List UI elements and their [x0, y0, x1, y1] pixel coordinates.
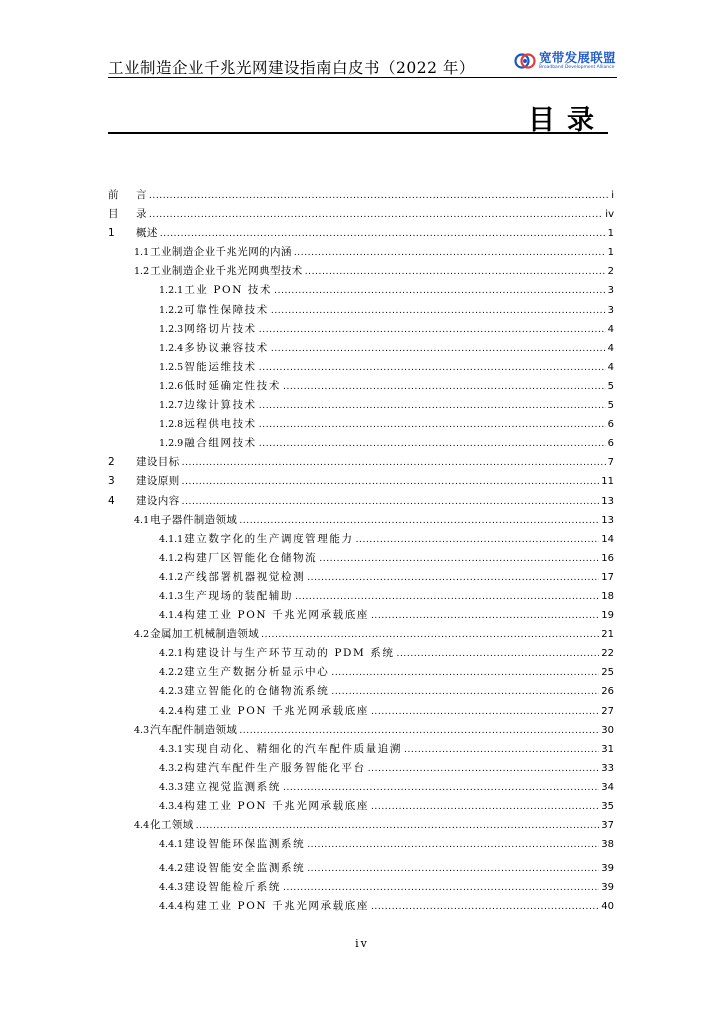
- toc-entry-page: 18: [601, 590, 614, 602]
- toc-entry-label: 低时延确定性技术: [184, 379, 281, 392]
- toc-entry-label: 建立数字化的生产调度管理能力: [184, 532, 354, 545]
- toc-dot-leader: [368, 760, 600, 779]
- toc-entry-label: 建设智能环保监测系统: [184, 838, 306, 851]
- toc-entry-label: 构建汽车配件生产服务智能化平台: [184, 761, 366, 774]
- toc-entry-number: 1.2.6: [159, 380, 184, 392]
- toc-entry-label: 建立视觉监测系统: [184, 780, 281, 793]
- toc-dot-leader: [371, 703, 599, 722]
- title-divider: [108, 132, 608, 134]
- toc-entry-number: 4.1.3: [159, 590, 184, 602]
- toc-entry-label: 构建工业 PON 千兆光网承载底座: [184, 609, 369, 622]
- toc-entry[interactable]: [108, 224, 614, 243]
- toc-entry-number: 前: [108, 189, 119, 201]
- toc-entry-label: 建设目标: [136, 456, 180, 469]
- toc-entry-label: 化工领域: [150, 819, 194, 832]
- toc-entry-label: 智能运维技术: [184, 360, 257, 373]
- toc-dot-leader: [331, 683, 599, 702]
- toc-dot-leader: [259, 435, 606, 454]
- toc-entry-number: 4.3.1: [159, 743, 184, 755]
- toc-entry[interactable]: [108, 530, 614, 549]
- toc-entry-number: 1.2.7: [159, 400, 184, 412]
- toc-dot-leader: [271, 340, 606, 359]
- toc-dot-leader: [239, 722, 599, 741]
- toc-entry-label: 可靠性保障技术: [184, 303, 269, 316]
- toc-entry-label: 构建工业 PON 千兆光网承载底座: [184, 900, 369, 913]
- toc-entry-page: 22: [601, 648, 614, 660]
- toc-entry-page: 26: [601, 686, 614, 698]
- toc-entry-number: 4.1.4: [159, 610, 184, 622]
- toc-dot-leader: [182, 473, 600, 492]
- toc-entry-page: 39: [601, 882, 614, 894]
- toc-entry-label: 远程供电技术: [184, 418, 257, 431]
- toc-entry-number: 4.2.2: [159, 667, 184, 679]
- toc-entry-number: 1.2.9: [159, 438, 184, 450]
- toc-entry-number: 1.2.1: [159, 285, 184, 297]
- toc-entry[interactable]: [108, 511, 614, 530]
- toc-entry[interactable]: [108, 472, 614, 491]
- toc-entry[interactable]: [108, 859, 614, 878]
- toc-entry[interactable]: [108, 587, 614, 606]
- toc-dot-leader: [319, 550, 599, 569]
- toc-entry-page: 6: [607, 419, 614, 431]
- toc-entry-label: 言: [136, 189, 147, 201]
- toc-dot-leader: [295, 588, 599, 607]
- toc-entry-label: 工业制造企业千兆光网典型技术: [150, 265, 303, 278]
- alliance-logo: [513, 50, 616, 72]
- toc-dot-leader: [283, 378, 606, 397]
- logo-subtitle: Broadband Development Alliance: [539, 65, 615, 70]
- toc-entry-page: 38: [601, 839, 614, 851]
- toc-entry-number: 4.1.2: [159, 552, 184, 564]
- toc-dot-leader: [149, 187, 609, 206]
- toc-entry-number: 1.2.8: [159, 419, 184, 431]
- toc-entry[interactable]: [108, 549, 614, 568]
- table-of-contents: [108, 186, 614, 917]
- toc-entry-number: 4.1.1: [159, 533, 184, 545]
- toc-entry-page: 7: [607, 457, 614, 469]
- toc-entry[interactable]: [108, 606, 614, 625]
- toc-entry[interactable]: [108, 682, 614, 701]
- toc-entry-label: 建设智能安全监测系统: [184, 862, 306, 875]
- toc-entry-label: 工业 PON 技术: [184, 284, 273, 297]
- toc-entry[interactable]: [108, 434, 614, 453]
- toc-entry-page: 11: [601, 476, 614, 488]
- toc-dot-leader: [259, 359, 606, 378]
- toc-entry-number: 4.1.2: [159, 571, 184, 583]
- toc-dot-leader: [307, 860, 599, 879]
- toc-entry[interactable]: [108, 878, 614, 897]
- toc-entry[interactable]: [108, 778, 614, 797]
- toc-entry[interactable]: [108, 377, 614, 396]
- running-header-title: 工业制造企业千兆光网建设指南白皮书（2022 年）: [108, 59, 475, 77]
- toc-entry[interactable]: [108, 453, 614, 472]
- toc-entry-number: 4.4.1: [159, 839, 184, 851]
- toc-entry-label: 概述: [136, 227, 158, 240]
- toc-entry-page: 6: [607, 438, 614, 450]
- toc-entry-page: 3: [607, 304, 614, 316]
- toc-entry-number: 4.1: [134, 514, 150, 526]
- toc-entry[interactable]: [108, 415, 614, 434]
- toc-entry-page: 37: [601, 820, 614, 832]
- toc-entry[interactable]: [108, 262, 614, 281]
- toc-entry-number: 1.2.3: [159, 323, 184, 335]
- toc-entry[interactable]: [108, 492, 614, 511]
- toc-dot-leader: [261, 626, 599, 645]
- toc-entry-number: 4.3.3: [159, 781, 184, 793]
- toc-entry-number: 1.2.5: [159, 361, 184, 373]
- toc-entry-page: 19: [601, 610, 614, 622]
- toc-entry-label: 工业制造企业千兆光网的内涵: [150, 246, 292, 259]
- toc-dot-leader: [397, 645, 600, 664]
- toc-entry-label: 边缘计算技术: [184, 399, 257, 412]
- toc-entry[interactable]: [108, 740, 614, 759]
- toc-entry-label: 汽车配件制造领域: [150, 723, 238, 736]
- toc-entry-page: 13: [601, 514, 614, 526]
- toc-entry-page: 34: [601, 781, 614, 793]
- toc-entry[interactable]: [108, 396, 614, 415]
- toc-dot-leader: [283, 779, 599, 798]
- toc-dot-leader: [259, 397, 606, 416]
- toc-entry-label: 建设内容: [136, 494, 180, 507]
- toc-entry-number: 4: [108, 494, 115, 507]
- toc-dot-leader: [331, 664, 599, 683]
- toc-entry-number: 4.3.4: [159, 801, 184, 812]
- page-title: 目录: [528, 105, 606, 136]
- toc-dot-leader: [283, 879, 599, 898]
- logo-name: 宽带发展联盟: [539, 49, 616, 65]
- toc-entry-number: 1.2.4: [159, 342, 184, 354]
- toc-dot-leader: [160, 225, 606, 244]
- toc-entry-page: 4: [607, 342, 614, 354]
- toc-entry-label: 网络切片技术: [184, 322, 257, 335]
- toc-entry-number: 4.3.2: [159, 762, 184, 774]
- toc-entry-page: 39: [601, 863, 614, 875]
- toc-dot-leader: [404, 741, 599, 760]
- toc-entry-page: 4: [607, 323, 614, 335]
- toc-entry-page: 13: [601, 495, 614, 507]
- toc-entry[interactable]: [108, 835, 614, 854]
- toc-entry-label: 融合组网技术: [184, 437, 257, 450]
- toc-dot-leader: [305, 263, 606, 282]
- toc-entry-label: 电子器件制造领域: [150, 513, 238, 526]
- toc-entry[interactable]: [108, 625, 614, 644]
- toc-entry-label: 多协议兼容技术: [184, 341, 269, 354]
- toc-entry-page: 33: [601, 762, 614, 774]
- toc-entry[interactable]: [108, 816, 614, 835]
- toc-entry-page: 1: [607, 247, 614, 259]
- toc-entry-page: i: [611, 190, 614, 201]
- toc-entry-page: 3: [607, 285, 614, 297]
- toc-entry[interactable]: [108, 339, 614, 358]
- toc-dot-leader: [274, 282, 606, 301]
- toc-dot-leader: [149, 206, 603, 225]
- alliance-logo-icon: [513, 50, 537, 72]
- toc-entry[interactable]: [108, 702, 614, 721]
- toc-entry-label: 实现自动化、精细化的汽车配件质量追溯: [184, 742, 402, 755]
- toc-entry-label: 产线部署机器视觉检测: [184, 570, 306, 583]
- toc-entry[interactable]: [108, 897, 614, 916]
- toc-dot-leader: [239, 512, 599, 531]
- toc-entry[interactable]: [108, 644, 614, 663]
- toc-entry-page: 5: [607, 380, 614, 392]
- toc-dot-leader: [371, 607, 599, 626]
- toc-dot-leader: [182, 454, 606, 473]
- toc-dot-leader: [307, 569, 599, 588]
- toc-entry-number: 4.2.4: [159, 705, 184, 717]
- toc-dot-leader: [356, 531, 600, 550]
- toc-entry-page: 35: [601, 801, 614, 812]
- toc-dot-leader: [259, 416, 606, 435]
- toc-entry-page: 27: [601, 705, 614, 717]
- toc-entry-number: 4.2.1: [159, 648, 184, 660]
- toc-dot-leader: [371, 798, 599, 817]
- toc-dot-leader: [371, 898, 599, 917]
- toc-entry-number: 1.2.2: [159, 304, 184, 316]
- toc-entry-label: 录: [136, 208, 147, 221]
- toc-entry-page: 31: [601, 743, 614, 755]
- toc-entry-number: 1.1: [134, 247, 150, 259]
- toc-entry-label: 构建厂区智能化仓储物流: [184, 551, 318, 564]
- toc-entry-label: 建设智能检斤系统: [184, 881, 281, 894]
- toc-entry-number: 4.4.3: [159, 882, 184, 894]
- toc-entry-label: 金属加工机械制造领域: [150, 628, 260, 641]
- toc-entry[interactable]: [108, 358, 614, 377]
- toc-entry[interactable]: [108, 243, 614, 262]
- toc-entry-page: 5: [607, 400, 614, 412]
- toc-entry-number: 1: [108, 227, 115, 240]
- toc-entry-page: 25: [601, 667, 614, 679]
- toc-entry-label: 构建设计与生产环节互动的 PDM 系统: [184, 647, 395, 660]
- toc-entry[interactable]: [108, 663, 614, 682]
- toc-entry-label: 构建工业 PON 千兆光网承载底座: [184, 800, 369, 812]
- toc-entry-number: 4.2.3: [159, 686, 184, 698]
- toc-entry-page: 40: [601, 901, 614, 913]
- toc-entry-number: 3: [108, 475, 115, 488]
- toc-entry-page: 4: [607, 361, 614, 373]
- toc-entry-label: 建立生产数据分析显示中心: [184, 666, 330, 679]
- toc-entry-label: 建设原则: [136, 475, 180, 488]
- toc-entry-number: 目: [108, 208, 119, 221]
- toc-entry-number: 4.4.4: [159, 901, 184, 913]
- toc-entry[interactable]: [108, 721, 614, 740]
- toc-entry-page: 21: [601, 629, 614, 641]
- toc-entry-page: 17: [601, 571, 614, 583]
- toc-entry-number: 4.3: [134, 724, 150, 736]
- toc-entry-page: 14: [601, 533, 614, 545]
- toc-entry-number: 1.2: [134, 266, 150, 278]
- toc-entry[interactable]: [108, 320, 614, 339]
- toc-entry-number: 2: [108, 456, 115, 469]
- toc-entry-number: 4.2: [134, 629, 150, 641]
- toc-entry-number: 4.4.2: [159, 863, 184, 875]
- toc-entry-page: 30: [601, 724, 614, 736]
- toc-entry[interactable]: [108, 759, 614, 778]
- toc-entry-page: 2: [607, 266, 614, 278]
- toc-dot-leader: [307, 836, 599, 855]
- toc-entry-label: 构建工业 PON 千兆光网承载底座: [184, 704, 369, 717]
- toc-entry-label: 建立智能化的仓储物流系统: [184, 685, 330, 698]
- toc-entry[interactable]: [108, 186, 614, 205]
- toc-entry[interactable]: [108, 281, 614, 300]
- header-divider: [108, 77, 617, 78]
- toc-dot-leader: [182, 493, 600, 512]
- toc-entry-page: 16: [601, 552, 614, 564]
- toc-entry[interactable]: [108, 568, 614, 587]
- toc-entry-page: 1: [607, 228, 614, 240]
- toc-dot-leader: [294, 244, 606, 263]
- toc-entry[interactable]: [108, 797, 614, 816]
- toc-entry[interactable]: [108, 205, 614, 224]
- toc-dot-leader: [196, 817, 600, 836]
- toc-entry-number: 4.4: [134, 820, 150, 832]
- toc-entry-page: iv: [605, 209, 614, 221]
- toc-entry[interactable]: [108, 301, 614, 320]
- toc-entry-label: 生产现场的装配辅助: [184, 589, 294, 602]
- toc-dot-leader: [259, 321, 606, 340]
- toc-dot-leader: [271, 302, 606, 321]
- page-number: iv: [355, 937, 369, 950]
